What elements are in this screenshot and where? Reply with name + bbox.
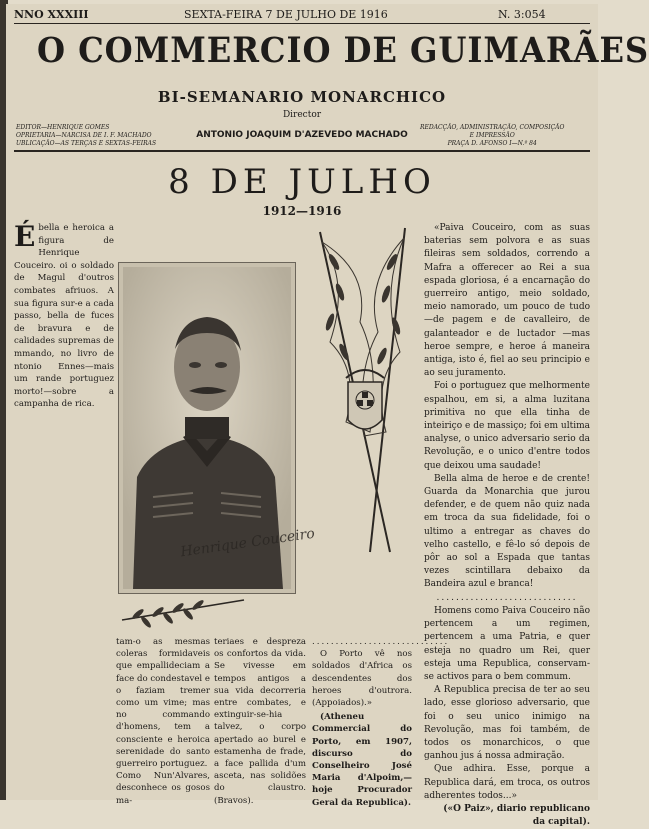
right-column	[424, 222, 590, 828]
right-para-5: A Republica precisa de ter ao seu lado, esse glorioso adversario, que foi o seu unico inimigo na Revolução, mas foi também, de todos os monarchicos, o que ganhou jus á nossa admiração.	[424, 685, 590, 762]
issue-number: N. 3:054	[498, 8, 546, 21]
right-para-3: Bella alma de heroe e de crente! Guarda da Monarchia que jurou defender, e de quem não quiz nada em troca da sua fidelidade, foi o ultimo a entregar as chaves do velho castello, e fê-lo só depois de pôr ao sol a Espada que tantas vezes scintillara debaixo da Bandeira azul e branca!	[424, 473, 590, 590]
left-meta: EDITOR—HENRIQUE GOMES OPRIETARIA—NARCISA DE I. F. MACHADO UBLICAÇÃO—AS TERÇAS E SEXTAS-FEIRAS	[16, 124, 157, 147]
top-rule	[14, 23, 590, 24]
right-meta: REDACÇÃO, ADMINISTRAÇÃO, COMPOSIÇÃO E IMPRESSÃO PRAÇA D. AFONSO I—N.º 84	[420, 124, 565, 147]
signature: Henrique Couceiro	[179, 525, 316, 561]
right-para-1: «Paiva Couceiro, com as suas baterias sem polvora e as suas fileiras sem soldados, correndo a Mafra a offerecer ao Rei a sua espada gloriosa, é a encarnação do guerreiro antigo, meio soldado, meio namorado, um pouco de tudo—de pagem e de cavalleiro, de galanteador e de luctador —mas heroe sempre, e heroe á maneira antiga, isto é, fiel ao seu principio e ao seu juramento.	[424, 223, 590, 379]
bottom-column-2: teriaes e despreza os confortos da vida. Se vivesse em tempos antigos a sua vida decorreria entre combates, e extinguir-se-hia talvez, o corpo apertado ao burel e estamenha de frade, a face pallida d'um asceta, nas solidões do claustro. (Bravos).	[214, 637, 306, 806]
director-label: Director	[282, 110, 322, 120]
issue-year: NNO XXXIII	[14, 8, 89, 21]
right-source: («O Paiz», diario republicano da capital).	[443, 803, 590, 828]
director-name: ANTONIO JOAQUIM D'AZEVEDO MACHADO	[196, 130, 408, 140]
bottom-column-1: tam-o as mesmas coleras formidaveis que empallideciam a face do condestavel e o faziam tremer como um vime; mas no commando d'homens, tem a consciente e heroica serenidade do santo guerreiro portuguez. Como Nun'Alvares, desconhece os gosos ma-	[116, 637, 210, 806]
laurel-branch-icon	[118, 590, 248, 630]
right-para-2: Foi o portuguez que melhormente espalhou, em si, a alma luzitana primitiva no que ella tinha de inteiriço e de massiço; foi em ultima analyse, o unico adversario serio da Revolução, e o unico d'entre todos que deixou uma saudade!	[424, 381, 590, 471]
drop-cap: É	[14, 220, 36, 253]
issue-date: SEXTA-FEIRA 7 DE JULHO DE 1916	[184, 8, 388, 21]
right-para-4: Homens como Paiva Couceiro não pertencem a um regimen, pertencem a uma Patria, e quer esteja no quadro um Rei, quer esteja uma Republica, conservam-se activos para o bem commum.	[424, 605, 590, 682]
masthead-rule	[14, 150, 590, 152]
newspaper-subtitle: BI-SEMANARIO MONARCHICO	[157, 88, 447, 106]
left-column	[14, 222, 114, 794]
right-para-6: Que adhira. Esse, porque a Republica dará, em troca, os outros adherentes todos...»	[424, 764, 590, 801]
flags-laurel-icon	[300, 222, 422, 554]
bottom-column-3: ............................. O Porto vê nos soldados d'Africa os descendentes dos heroes d'outrora. (Appoiados).» (Atheneu Commercial do Porto, em 1907, discurso do Conselheiro José Maria d'Alpoim,— hoje Procurador Geral da Republica).	[312, 637, 450, 808]
right-separator: .............................	[436, 592, 578, 603]
left-column-text: bella e heroica a figura de Henrique Couceiro. oi o soldado de Magul d'outros combates afriuos. A sua figura sur-e a cada passo, bella de fuces de bravura e de calidades supremas de mmando, no livro de ntonio Ennes—mais um rande portuguez morto!—sobre a campanha de rica.	[14, 223, 114, 410]
newspaper-title: O COMMERCIO DE GUIMARÃES	[37, 30, 649, 71]
issue-bar	[14, 6, 590, 24]
article-headline: 8 DE JULHO	[168, 162, 436, 202]
article-dates: 1912—1916	[262, 204, 342, 218]
